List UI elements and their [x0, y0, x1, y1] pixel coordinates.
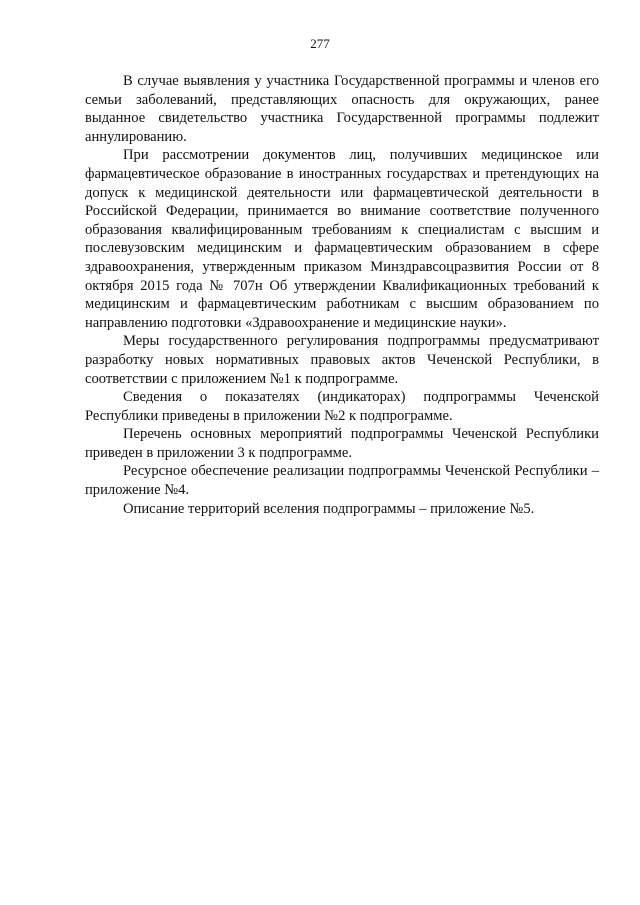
paragraph-territories: Описание территорий вселения подпрограммы – приложение №5. — [123, 500, 535, 517]
paragraph-certificate-annulment: В случае выявления у участника Государственной программы и членов его семьи заболеваний, представляющих опасность для окружающих, ранее выданное свидетельство участника Государственной программы подлежит аннулированию. — [85, 73, 599, 145]
paragraph-resource-support: Ресурсное обеспечение реализации подпрограммы Чеченской Республики – приложение №4. — [85, 463, 599, 499]
paragraph-indicators: Сведения о показателях (индикаторах) подпрограммы Чеченской Республики приведены в приложении №2 к подпрограмме. — [85, 389, 599, 424]
paragraph-main-activities: Перечень основных мероприятий подпрограммы Чеченской Республики приведен в приложении 3 к подпрограмме. — [85, 426, 599, 461]
paragraph-state-regulation: Меры государственного регулирования подпрограммы предусматривают разработку новых нормативных правовых актов Чеченской Республики, в соответствии с приложением №1 к подпрограмме. — [85, 333, 599, 387]
paragraph-foreign-education: При рассмотрении документов лиц, получивших медицинское или фармацевтическое образование в иностранных государствах и претендующих на допуск к медицинской деятельности или фармацевтической деятельности в Российской Федерации, принимается во внимание соответствие полученного образования квалифицированным требованиям к специалистам с высшим и послевузовским медицинским и фармацевтическим образованием в сфере здравоохранения, утвержденным приказом Минздравсоцразвития России от 8 октября 2015 года № 707н Об утверждении Квалификационных требований к медицинским и фармацевтическим работникам с высшим образованием по направлению подготовки «Здравоохранение и медицинские науки». — [85, 147, 599, 331]
document-body — [85, 72, 599, 518]
page-number: 277 — [310, 36, 330, 51]
